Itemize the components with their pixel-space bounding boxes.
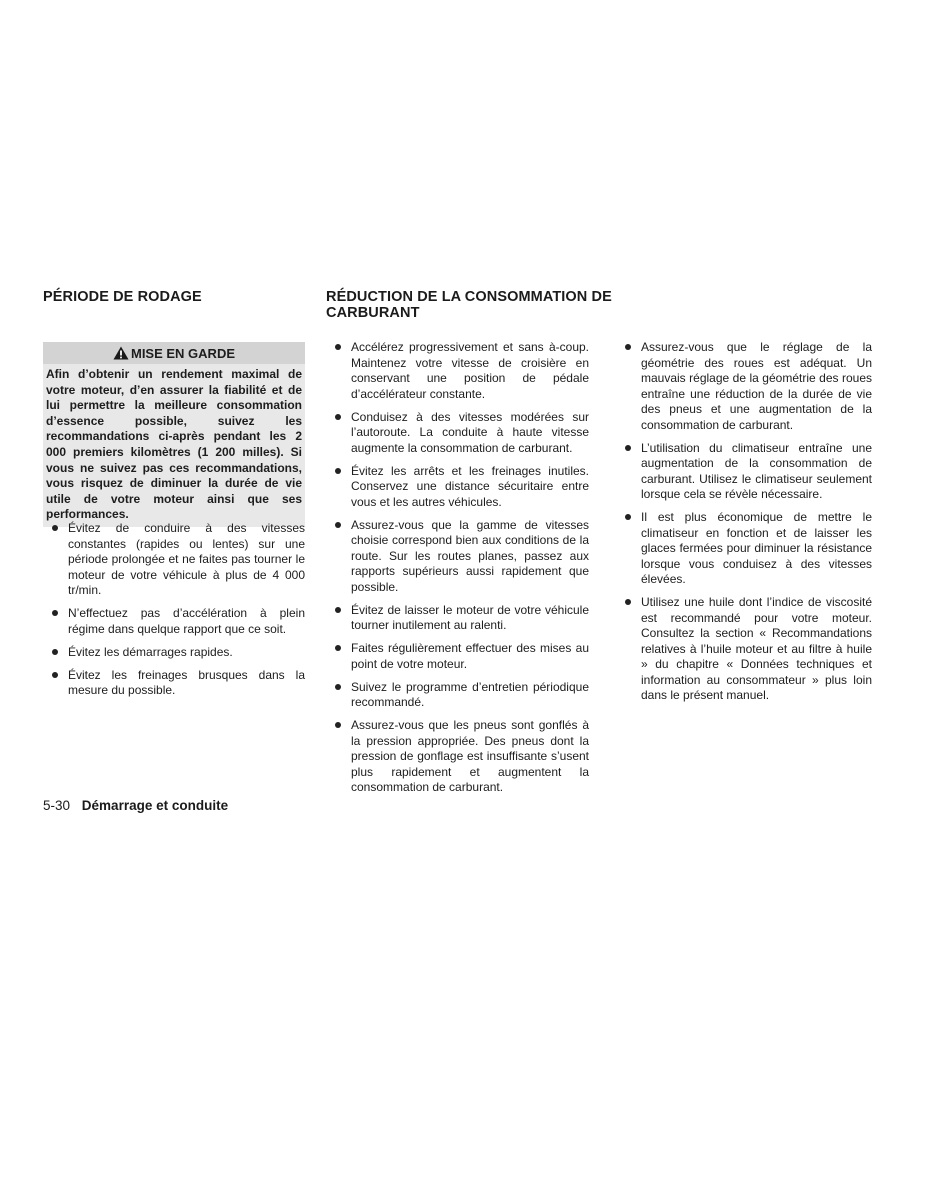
fuel-economy-list	[326, 340, 589, 803]
list-item: Évitez les démarrages rapides.	[43, 645, 305, 661]
warning-title: MISE EN GARDE	[130, 345, 235, 361]
list-item: Évitez les arrêts et les freinages inutiles. Conservez une distance sécuritaire entre vous et les autres véhicules.	[326, 464, 589, 511]
page-number: 5-30	[43, 798, 71, 813]
bullet-icon	[335, 722, 341, 728]
bullet-icon	[335, 344, 341, 350]
list-item: L’utilisation du climatiseur entraîne une augmentation de la consommation de carburant. Utilisez le climatiseur seulement lorsque cela se révèle nécessaire.	[616, 441, 872, 503]
bullet-icon	[335, 468, 341, 474]
list-item: Suivez le programme d’entretien périodique recommandé.	[326, 680, 589, 711]
list-item: Évitez de conduire à des vitesses constantes (rapides ou lentes) sur une période prolongée et ne faites pas tourner le moteur de votre véhicule à plus de 4 000 tr/min.	[43, 521, 305, 599]
list-item: Utilisez une huile dont l’indice de viscosité est recommandé pour votre moteur. Consultez la section « Recommandations relatives à l’huile moteur et au filtre à huile » du chapitre « Données techniques et information au consommateur » plus loin dans le présent manuel.	[616, 595, 872, 704]
bullet-icon	[625, 599, 631, 605]
list-item: Conduisez à des vitesses modérées sur l’autoroute. La conduite à haute vitesse augmente la consommation de carburant.	[326, 410, 589, 457]
warning-box	[43, 342, 305, 527]
list-item: N’effectuez pas d’accélération à plein régime dans quelque rapport que ce soit.	[43, 606, 305, 637]
bullet-icon	[625, 344, 631, 350]
list-item: Assurez-vous que les pneus sont gonflés à la pression appropriée. Des pneus dont la pression de gonflage est insuffisante s’usent plus rapidement et augmentent la consommation de carburant.	[326, 718, 589, 796]
warning-text: Afin d’obtenir un rendement maximal de votre moteur, d’en assurer la fiabilité et de lui permettre la meilleure consommation d’essence possible, suivez les recommandations ci-après pendant les 2 000 premiers kilomètres (1 200 milles). Si vous ne suivez pas ces recommandations, vous risquez de diminuer la durée de vie utile de votre moteur ainsi que ses performances.	[43, 364, 305, 527]
list-item: Accélérez progressivement et sans à-coup. Maintenez votre vitesse de croisière en conservant une position de pédale d’accélérateur constante.	[326, 340, 589, 402]
warning-triangle-icon	[113, 346, 129, 360]
list-item: Évitez de laisser le moteur de votre véhicule tourner inutilement au ralenti.	[326, 603, 589, 634]
list-item: Il est plus économique de mettre le climatiseur en fonction et de laisser les glaces fermées pour diminuer la résistance lorsque vous conduisez à des vitesses élevées.	[616, 510, 872, 588]
bullet-icon	[625, 514, 631, 520]
bullet-icon	[335, 684, 341, 690]
section-heading-fuel-economy: RÉDUCTION DE LA CONSOMMATION DE CARBURANT	[326, 289, 612, 321]
bullet-icon	[335, 607, 341, 613]
bullet-icon	[52, 610, 58, 616]
fuel-economy-list-continued	[616, 340, 872, 711]
bullet-icon	[335, 645, 341, 651]
bullet-icon	[335, 522, 341, 528]
bullet-icon	[52, 649, 58, 655]
page-footer	[43, 798, 228, 813]
chapter-title: Démarrage et conduite	[81, 798, 229, 813]
bullet-icon	[52, 525, 58, 531]
bullet-icon	[335, 414, 341, 420]
break-in-list	[43, 521, 305, 706]
list-item: Faites régulièrement effectuer des mises au point de votre moteur.	[326, 641, 589, 672]
list-item: Assurez-vous que la gamme de vitesses choisie correspond bien aux conditions de la route. Sur les routes planes, passez aux rapports supérieurs aussi rapidement que possible.	[326, 518, 589, 596]
bullet-icon	[625, 445, 631, 451]
section-heading-break-in: PÉRIODE DE RODAGE	[43, 289, 202, 305]
warning-header	[43, 342, 305, 364]
list-item: Assurez-vous que le réglage de la géométrie des roues est adéquat. Un mauvais réglage de la géométrie des roues entraîne une réduction de la durée de vie des pneus et une augmentation de la consommation de carburant.	[616, 340, 872, 433]
list-item: Évitez les freinages brusques dans la mesure du possible.	[43, 668, 305, 699]
bullet-icon	[52, 672, 58, 678]
